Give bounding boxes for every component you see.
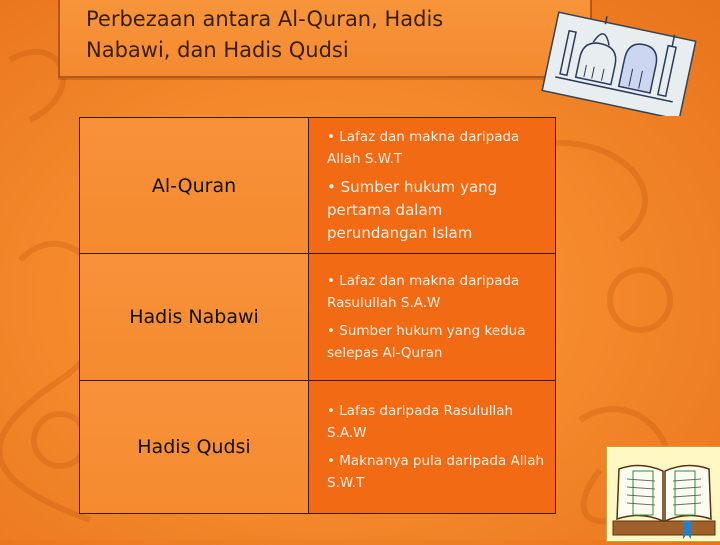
description-cell xyxy=(309,381,556,514)
description-point: • Sumber hukum yang pertama dalam perundangan Islam xyxy=(327,178,498,242)
table-row xyxy=(80,118,556,254)
slide-title xyxy=(86,4,566,66)
open-book-icon xyxy=(606,446,720,542)
table-row xyxy=(80,254,556,381)
comparison-table xyxy=(79,117,556,514)
description-point: • Maknanya pula daripada Allah S.W.T xyxy=(327,453,545,491)
term-cell: Hadis Qudsi xyxy=(80,381,309,514)
term-cell: Hadis Nabawi xyxy=(80,254,309,381)
description-cell xyxy=(309,118,556,254)
table-row xyxy=(80,381,556,514)
description-point: • Sumber hukum yang kedua selepas Al-Quran xyxy=(327,323,526,361)
mosque-illustration-icon xyxy=(540,6,700,116)
description-point: • Lafaz dan makna daripada Rasulullah S.A.W xyxy=(327,273,520,311)
description-cell xyxy=(309,254,556,381)
description-point: • Lafaz dan makna daripada Allah S.W.T xyxy=(327,129,520,167)
slide-title-line-1: Perbezaan antara Al-Quran, Hadis xyxy=(86,7,444,31)
term-cell: Al-Quran xyxy=(80,118,309,254)
slide-title-line-2: Nabawi, dan Hadis Qudsi xyxy=(86,38,349,62)
description-point: • Lafas daripada Rasulullah S.A.W xyxy=(327,403,514,441)
